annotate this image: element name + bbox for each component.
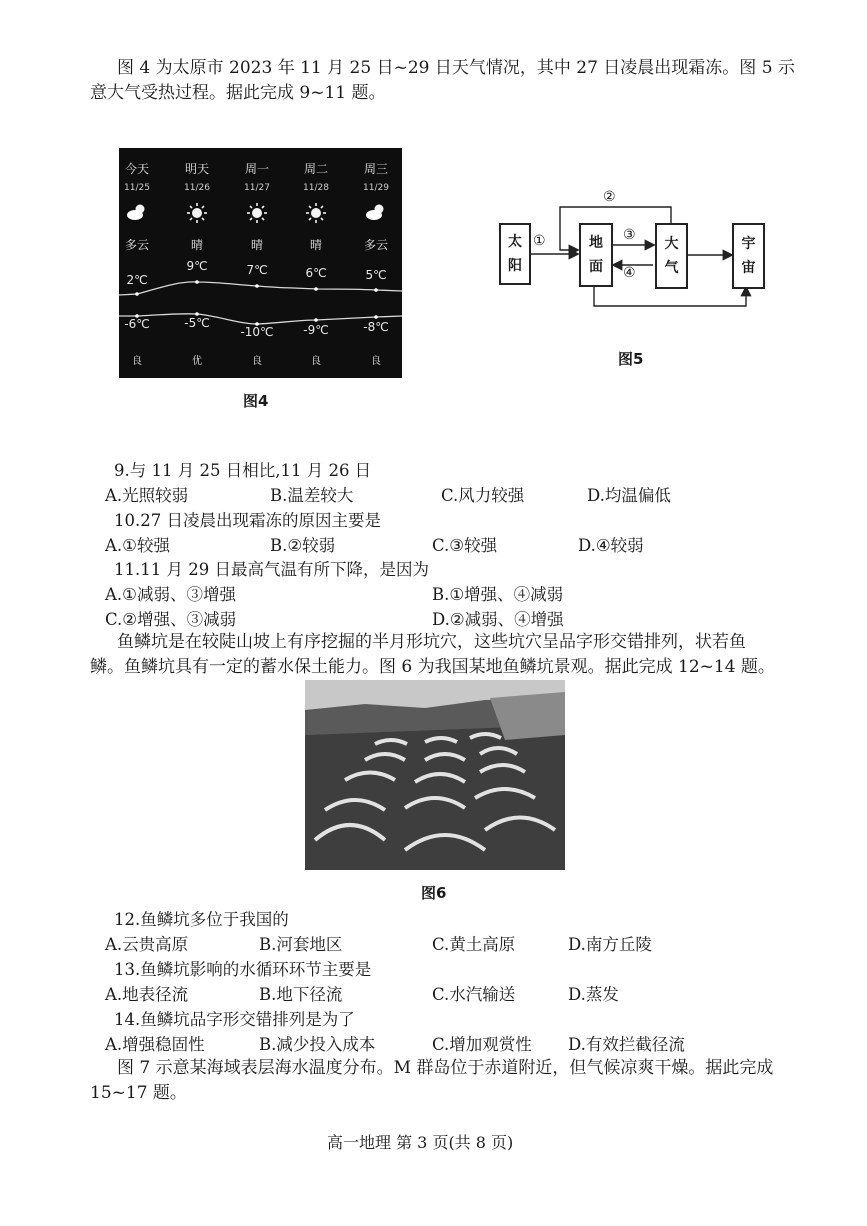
label-1: ① [533, 233, 546, 249]
question-14-stem: 14.鱼鳞坑品字形交错排列是为了 [114, 1010, 355, 1029]
option: D.蒸发 [568, 985, 619, 1004]
option: C.风力较强 [441, 486, 525, 505]
high-temp: 5℃ [365, 268, 387, 282]
intro2-line-2: 鳞。鱼鳞坑具有一定的蓄水保土能力。图 6 为我国某地鱼鳞坑景观。据此完成 12~14 题。 [90, 657, 775, 677]
option: B.①增强、④减弱 [432, 585, 564, 604]
day-name: 周三 [363, 162, 388, 176]
space-box [732, 223, 765, 289]
option: D.南方丘陵 [568, 935, 652, 954]
option: A.①较强 [105, 536, 170, 555]
day-date: 11/29 [363, 183, 389, 193]
weather-text: 晴 [250, 238, 263, 252]
high-temp: 2℃ [126, 273, 148, 287]
day-name: 今天 [124, 162, 149, 176]
high-temp-line [119, 282, 402, 295]
option: A.增强稳固性 [105, 1035, 205, 1054]
atmosphere-box [655, 223, 688, 289]
ground-char-1: 地 [589, 235, 603, 251]
weather-text: 晴 [190, 238, 203, 252]
day-name: 明天 [184, 162, 209, 176]
option: A.云贵高原 [105, 935, 189, 954]
option: B.②较弱 [270, 536, 336, 555]
option: D.②减弱、④增强 [432, 610, 564, 629]
figure-4-caption: 图4 [243, 392, 269, 410]
option: D.有效拦截径流 [568, 1035, 685, 1054]
day-date: 11/25 [124, 183, 150, 193]
day-date: 11/26 [184, 183, 210, 193]
option: B.减少投入成本 [259, 1035, 376, 1054]
question-12-stem: 12.鱼鳞坑多位于我国的 [114, 910, 289, 929]
low-temp: -8℃ [363, 320, 389, 334]
space-char-2: 宙 [741, 260, 756, 276]
option: A.地表径流 [105, 985, 189, 1004]
label-4: ④ [623, 265, 636, 281]
option: A.①减弱、③增强 [105, 585, 236, 604]
temperature-curves [119, 148, 402, 378]
high-temp: 6℃ [305, 266, 327, 280]
heat-process-diagram [495, 185, 765, 320]
space-char-1: 宇 [741, 236, 756, 252]
question-10-stem: 10.27 日凌晨出现霜冻的原因主要是 [114, 511, 381, 530]
option: A.光照较弱 [105, 486, 189, 505]
low-temp: -5℃ [184, 316, 210, 330]
air-quality: 良 [311, 356, 321, 367]
option: C.③较强 [432, 536, 498, 555]
air-quality: 优 [192, 356, 202, 367]
option: D.④较弱 [578, 536, 644, 555]
question-9-stem: 9.与 11 月 25 日相比,11 月 26 日 [114, 461, 372, 480]
weather-panel [119, 148, 402, 378]
option: C.增加观赏性 [432, 1035, 532, 1054]
option: B.地下径流 [259, 985, 343, 1004]
figure-5-caption: 图5 [618, 350, 644, 368]
option: D.均温偏低 [587, 486, 671, 505]
intro3-line-1: 图 7 示意某海域表层海水温度分布。M 群岛位于赤道附近，但气候凉爽干燥。据此完成 [117, 1058, 774, 1078]
air-quality: 良 [252, 356, 262, 367]
atmosphere-char-1: 大 [664, 236, 679, 252]
intro-line-1: 图 4 为太原市 2023 年 11 月 25 日~29 日天气情况，其中 27 日凌晨出现霜冻。图 5 示 [117, 58, 795, 78]
intro-line-2: 意大气受热过程。据此完成 9~11 题。 [90, 83, 386, 103]
weather-text: 多云 [363, 238, 388, 252]
low-temp: -10℃ [240, 325, 274, 339]
sun-char-1: 太 [508, 234, 522, 250]
diagram-arrows [495, 185, 765, 320]
option: C.②增强、③减弱 [105, 610, 237, 629]
day-name: 周二 [303, 162, 328, 176]
sun-char-2: 阳 [508, 258, 522, 274]
fish-scale-pits-image [305, 680, 565, 870]
intro2-line-1: 鱼鳞坑是在较陡山坡上有序挖掘的半月形坑穴，这些坑穴呈品字形交错排列，状若鱼 [117, 632, 746, 652]
figure-6-caption: 图6 [421, 884, 447, 902]
fish-scale-pit-photo [305, 680, 565, 870]
label-3: ③ [623, 227, 636, 243]
page-footer: 高一地理 第 3 页(共 8 页) [327, 1133, 514, 1152]
day-name: 周一 [244, 162, 269, 176]
ground-char-2: 面 [589, 259, 603, 275]
sun-box [499, 223, 531, 285]
question-13-stem: 13.鱼鳞坑影响的水循环环节主要是 [114, 960, 372, 979]
air-quality: 良 [132, 356, 142, 367]
low-temp: -9℃ [303, 323, 329, 337]
atmosphere-char-2: 气 [664, 260, 679, 276]
day-date: 11/28 [303, 183, 329, 193]
intro3-line-2: 15~17 题。 [90, 1083, 187, 1103]
weather-text: 晴 [309, 238, 322, 252]
option: B.河套地区 [259, 935, 343, 954]
air-quality: 良 [371, 356, 381, 367]
low-temp: -6℃ [124, 317, 150, 331]
question-11-stem: 11.11 月 29 日最高气温有所下降，是因为 [114, 560, 429, 579]
high-temp: 7℃ [246, 263, 268, 277]
ground-box [579, 223, 613, 287]
high-temp: 9℃ [186, 259, 208, 273]
weather-text: 多云 [124, 238, 149, 252]
option: C.水汽输送 [432, 985, 516, 1004]
option: B.温差较大 [270, 486, 354, 505]
label-2: ② [603, 189, 616, 205]
day-date: 11/27 [244, 183, 270, 193]
option: C.黄土高原 [432, 935, 516, 954]
